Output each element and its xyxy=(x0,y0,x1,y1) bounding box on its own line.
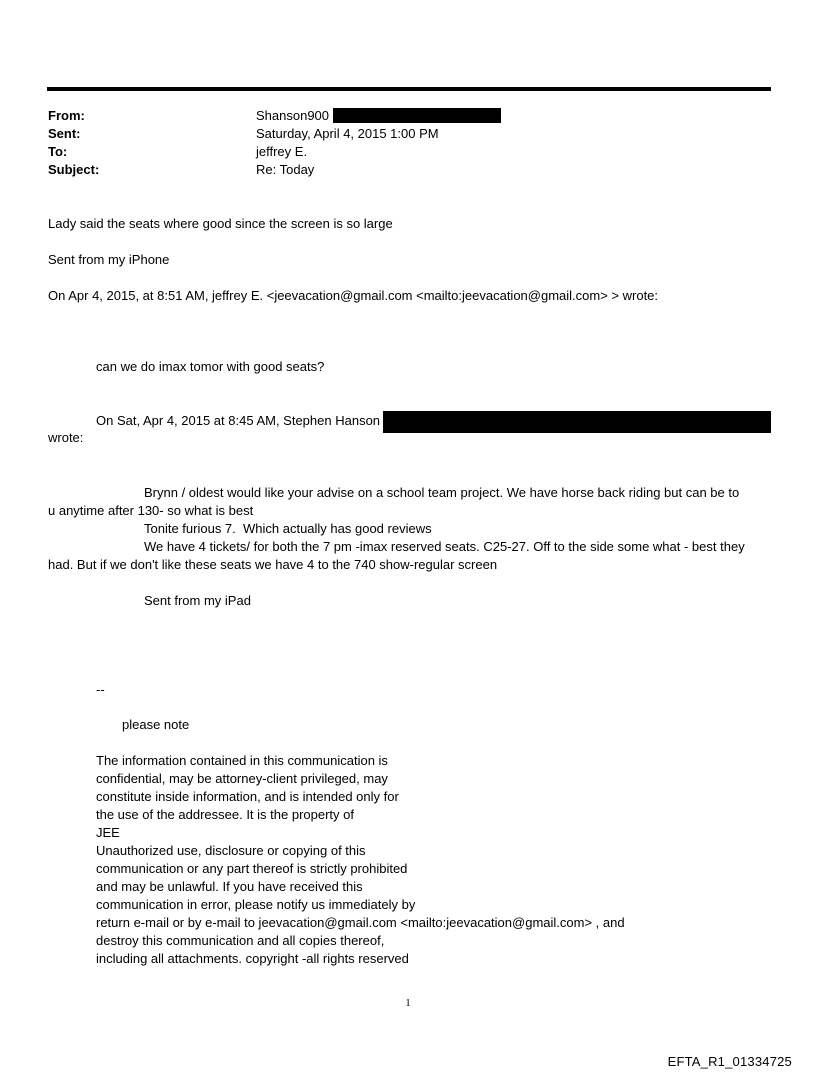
sent-label: Sent: xyxy=(48,126,81,141)
page-number: 1 xyxy=(405,997,411,1009)
disclaimer-line: and may be unlawful. If you have received this xyxy=(96,879,363,894)
disclaimer-line: destroy this communication and all copies thereof, xyxy=(96,933,385,948)
quoted-line: Brynn / oldest would like your advise on a school team project. We have horse back riding but can be to xyxy=(144,485,740,500)
document-id: EFTA_R1_01334725 xyxy=(667,1054,792,1069)
disclaimer-line: including all attachments. copyright -all rights reserved xyxy=(96,951,409,966)
redaction-box xyxy=(383,411,771,433)
disclaimer-line: constitute inside information, and is intended only for xyxy=(96,789,399,804)
from-value: Shanson900 xyxy=(256,108,330,123)
subject-value: Re: Today xyxy=(256,162,315,177)
body-line: Lady said the seats where good since the screen is so large xyxy=(48,216,393,231)
subject-label: Subject: xyxy=(48,162,100,177)
quoted-line: Tonite furious 7. Which actually has good reviews xyxy=(144,521,432,536)
disclaimer-line: The information contained in this communication is xyxy=(96,753,388,768)
quoted-line: had. But if we don't like these seats we have 4 to the 740 show-regular screen xyxy=(48,557,498,572)
quoted-line: Sent from my iPad xyxy=(144,593,251,608)
disclaimer-line: confidential, may be attorney-client privileged, may xyxy=(96,771,388,786)
quote-header: On Sat, Apr 4, 2015 at 8:45 AM, Stephen Hanson xyxy=(96,413,381,428)
sent-value: Saturday, April 4, 2015 1:00 PM xyxy=(256,126,439,141)
body-line: Sent from my iPhone xyxy=(48,252,170,267)
disclaimer-line: Unauthorized use, disclosure or copying of this xyxy=(96,843,366,858)
to-label: To: xyxy=(48,144,68,159)
disclaimer-line: communication in error, please notify us immediately by xyxy=(96,897,416,912)
disclaimer-line: communication or any part thereof is strictly prohibited xyxy=(96,861,408,876)
signature-separator: -- xyxy=(96,682,105,697)
disclaimer-line: JEE xyxy=(96,825,120,840)
disclaimer-line: return e-mail or by e-mail to jeevacation@gmail.com <mailto:jeevacation@gmail.com> , and xyxy=(96,915,625,930)
quoted-line: u anytime after 130- so what is best xyxy=(48,503,254,518)
please-note: please note xyxy=(122,717,190,732)
quoted-line: We have 4 tickets/ for both the 7 pm -imax reserved seats. C25-27. Off to the side some what - best they xyxy=(144,539,745,554)
quoted-line: can we do imax tomor with good seats? xyxy=(96,359,325,374)
disclaimer-line: the use of the addressee. It is the property of xyxy=(96,807,354,822)
quote-header: On Apr 4, 2015, at 8:51 AM, jeffrey E. <jeevacation@gmail.com <mailto:jeevacation@gmail.com> > wrote: xyxy=(48,288,659,303)
from-label: From: xyxy=(48,108,85,123)
to-value: jeffrey E. xyxy=(256,144,308,159)
redaction-box xyxy=(333,108,501,123)
header-rule xyxy=(47,87,771,91)
quote-header: wrote: xyxy=(48,430,84,445)
